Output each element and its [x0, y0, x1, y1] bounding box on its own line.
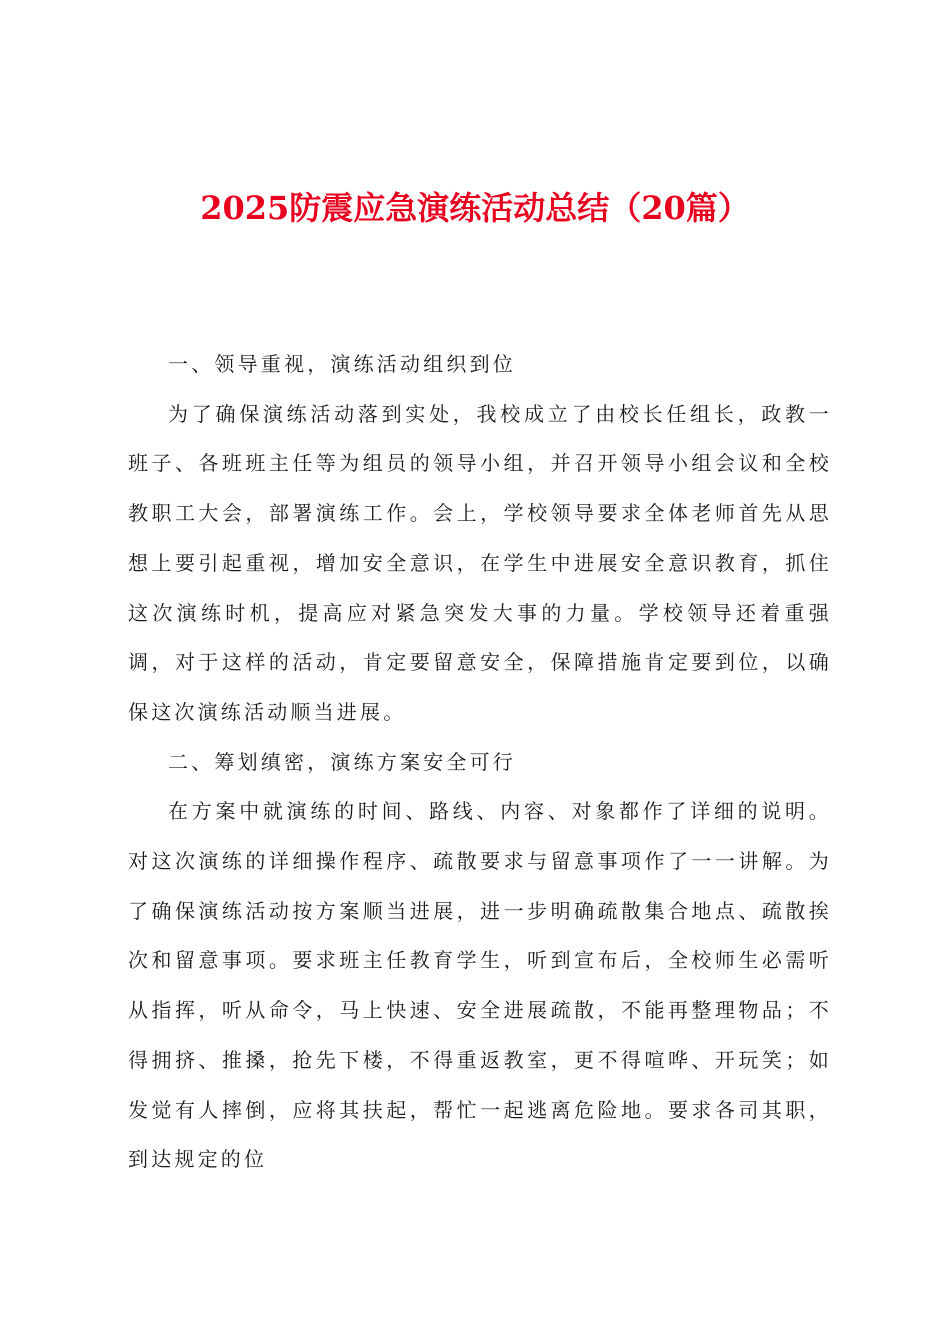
section-heading-2: 二、筹划缜密，演练方案安全可行: [168, 749, 516, 774]
paragraph-1: 为了确保演练活动落到实处，我校成立了由校长任组长，政教一班子、各班班主任等为组员的领导小组，并召开领导小组会议和全校教职工大会，部署演练工作。会上，学校领导要求全体老师首先从思想上要引起重视，增加安全意识，在学生中进展安全意识教育，抓住这次演练时机，提高应对紧急突发大事的力量。学校领导还着重强调，对于这样的活动，肯定要留意安全，保障措施肯定要到位，以确保这次演练活动顺当进展。: [128, 401, 832, 724]
section-heading-1: 一、领导重视，演练活动组织到位: [168, 352, 516, 376]
document-body: [128, 340, 832, 1185]
paragraph-2: 在方案中就演练的时间、路线、内容、对象都作了详细的说明。对这次演练的详细操作程序、疏散要求与留意事项作了一一讲解。为了确保演练活动按方案顺当进展，进一步明确疏散集合地点、疏散挨次和留意事项。要求班主任教育学生，听到宣布后，全校师生必需听从指挥，听从命令，马上快速、安全进展疏散，不能再整理物品；不得拥挤、推搡，抢先下楼，不得重返教室，更不得喧哗、开玩笑；如发觉有人摔倒，应将其扶起，帮忙一起逃离危险地。要求各司其职，到达规定的位: [128, 799, 832, 1172]
document-title: 2025防震应急演练活动总结（20篇）: [200, 189, 750, 227]
